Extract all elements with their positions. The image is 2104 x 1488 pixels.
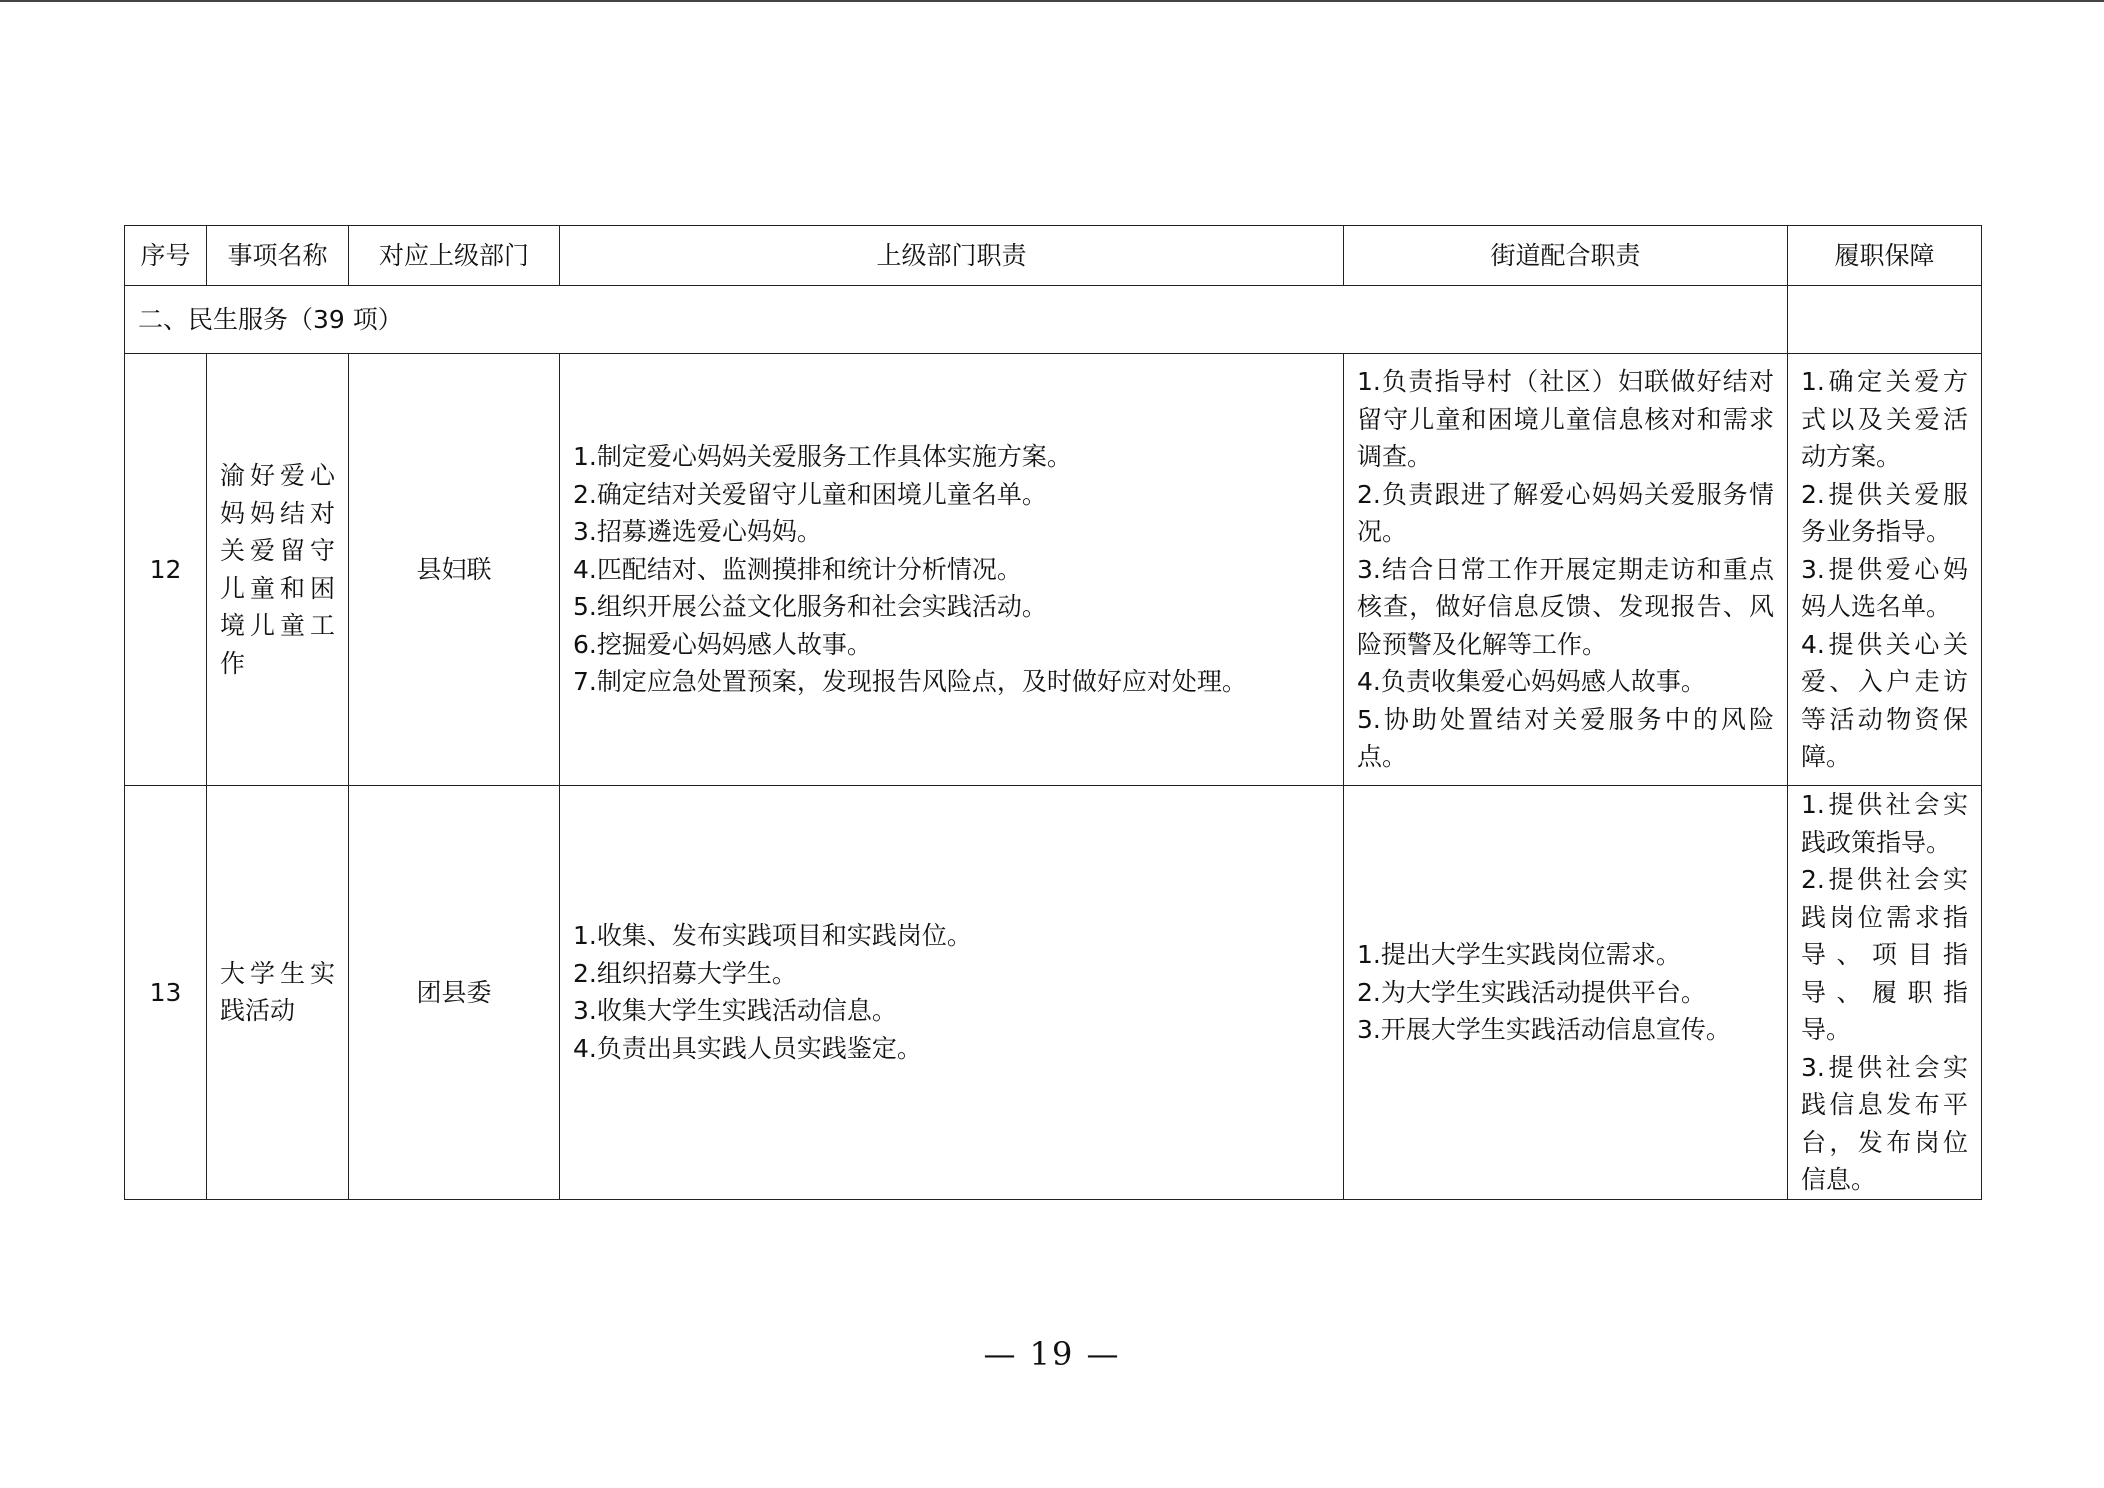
row-dept-duties	[560, 354, 1344, 786]
table-row	[125, 786, 1982, 1200]
row-item-name: 大学生实践活动	[207, 786, 349, 1200]
guarantee-line: 1.提供社会实践政策指导。	[1801, 790, 1968, 857]
duty-line: 3.招募遴选爱心妈妈。	[573, 517, 822, 547]
guarantee-line: 2.提供社会实践岗位需求指导、项目指导、履职指导。	[1801, 865, 1968, 1044]
row-street-duties	[1344, 786, 1788, 1200]
page-number: — 19 —	[983, 1335, 1121, 1373]
guarantee-line: 4.提供关心关爱、入户走访等活动物资保障。	[1801, 629, 1968, 772]
section-row	[125, 286, 1982, 354]
row-street-duties	[1344, 354, 1788, 786]
duty-line: 2.确定结对关爱留守儿童和困境儿童名单。	[573, 479, 1047, 509]
row-dept-duties	[560, 786, 1344, 1200]
street-duty-line: 2.负责跟进了解爱心妈妈关爱服务情况。	[1357, 479, 1774, 547]
row-guarantee	[1788, 354, 1982, 786]
guarantee-line: 3.提供社会实践信息发布平台，发布岗位信息。	[1801, 1052, 1968, 1194]
street-duty-line: 3.开展大学生实践活动信息宣传。	[1357, 1015, 1731, 1044]
duty-line: 1.收集、发布实践项目和实践岗位。	[573, 921, 972, 951]
street-duty-line: 4.负责收集爱心妈妈感人故事。	[1357, 667, 1706, 697]
duty-line: 5.组织开展公益文化服务和社会实践活动。	[573, 592, 1047, 622]
street-duty-line: 5.协助处置结对关爱服务中的风险点。	[1357, 704, 1774, 772]
street-duty-line: 2.为大学生实践活动提供平台。	[1357, 977, 1706, 1007]
duty-line: 6.挖掘爱心妈妈感人故事。	[573, 629, 872, 659]
table-row	[125, 354, 1982, 786]
duty-line: 7.制定应急处置预案，发现报告风险点，及时做好应对处理。	[573, 667, 1247, 697]
section-empty-cell	[1788, 286, 1982, 354]
header-dept-duties: 上级部门职责	[560, 226, 1344, 286]
header-street-duties: 街道配合职责	[1344, 226, 1788, 286]
duty-line: 4.匹配结对、监测摸排和统计分析情况。	[573, 554, 1022, 584]
table-header-row	[125, 226, 1982, 286]
duties-table	[124, 225, 1982, 1200]
duty-line: 1.制定爱心妈妈关爱服务工作具体实施方案。	[573, 442, 1072, 472]
street-duty-line: 3.结合日常工作开展定期走访和重点核查，做好信息反馈、发现报告、风险预警及化解等工作。	[1357, 554, 1774, 659]
row-department: 团县委	[349, 786, 560, 1200]
row-no: 13	[125, 786, 207, 1200]
row-department: 县妇联	[349, 354, 560, 786]
duty-line: 2.组织招募大学生。	[573, 958, 797, 988]
guarantee-line: 3.提供爱心妈妈人选名单。	[1801, 554, 1968, 622]
duty-line: 3.收集大学生实践活动信息。	[573, 996, 897, 1026]
row-guarantee	[1788, 786, 1982, 1200]
header-guarantee: 履职保障	[1788, 226, 1982, 286]
duty-line: 4.负责出具实践人员实践鉴定。	[573, 1033, 922, 1063]
header-department: 对应上级部门	[349, 226, 560, 286]
street-duty-line: 1.负责指导村（社区）妇联做好结对留守儿童和困境儿童信息核对和需求调查。	[1357, 367, 1774, 472]
header-item-name: 事项名称	[207, 226, 349, 286]
guarantee-line: 1.确定关爱方式以及关爱活动方案。	[1801, 367, 1968, 472]
section-title: 二、民生服务（39 项）	[125, 286, 1788, 354]
street-duty-line: 1.提出大学生实践岗位需求。	[1357, 940, 1681, 969]
row-no: 12	[125, 354, 207, 786]
row-item-name: 渝好爱心妈妈结对关爱留守儿童和困境儿童工作	[207, 354, 349, 786]
header-no: 序号	[125, 226, 207, 286]
page-top-border	[0, 0, 2104, 2]
guarantee-line: 2.提供关爱服务业务指导。	[1801, 479, 1968, 547]
